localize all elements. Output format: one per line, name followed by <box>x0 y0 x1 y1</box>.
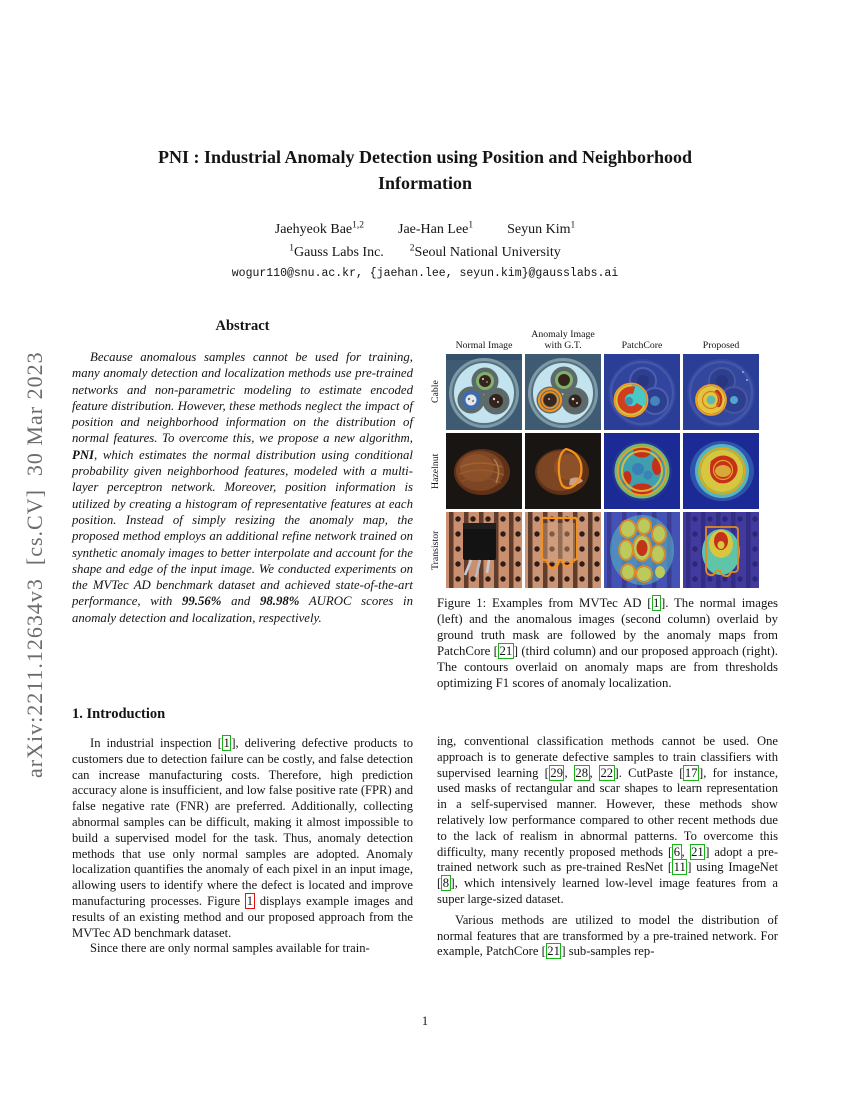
figure-corner <box>430 326 443 351</box>
text-segment: Because anomalous samples cannot be used for training, many anomaly detection and localization methods use pre-trained networks and non-parametric modeling to estimate encoded feature distribution. However, these methods neglect the impact of position and neighborhood information on the distribution of normal features. To overcome this, we propose a new algorithm, <box>72 350 413 446</box>
figure-caption <box>437 595 778 691</box>
hazelnut-patchcore-heatmap <box>604 433 680 509</box>
cable-proposed-heatmap <box>683 354 759 430</box>
right-column-paragraph-2 <box>437 913 778 960</box>
text-segment: displays example images and results of an existing method and our proposed approach from the MVTec AD benchmark dataset. <box>72 893 413 940</box>
text-segment: AUROC scores in anomaly detection and localization, respectively. <box>72 594 413 625</box>
figure-column-header-proposed: Proposed <box>702 340 740 351</box>
affiliation-name: Seoul National University <box>414 245 561 260</box>
author-name: Jae-Han Lee <box>398 222 469 237</box>
author <box>507 222 575 238</box>
text-segment: 99.56% <box>181 594 222 609</box>
author-superscript: 1,2 <box>352 220 364 231</box>
text-segment: ]. The normal images (left) and the anomalous images (second column) overlaid by ground truth mask are followed by the anomaly maps from PatchCore [ <box>437 596 778 658</box>
figure-row-label-cable: Cable <box>430 380 441 404</box>
text-segment: ], delivering defective products to customers due to detection failure can be costly, and false detection can increase manufacturing costs. Therefore, high prediction accuracy alone is insufficient, and low false positive rate (FPR) and false negative rate (FNR) are preferred. Additionally, collecting abnormal samples can be difficult, making it almost impossible to build a supervised model for the task. Thus, anomaly detection methods that use only normal samples are adopted. Anomaly localization quantifies the anomaly of each pixel in an input image, allowing users to identify where the defect is located and improve manufacturing processes. Figure <box>72 736 414 908</box>
citation-link[interactable]: 1 <box>653 596 660 610</box>
affiliation-superscript: 1 <box>289 243 294 254</box>
cable-patchcore-heatmap <box>604 354 680 430</box>
figure-grid <box>430 326 778 588</box>
text-segment: Various methods are utilized to model the distribution of normal features that are transformed by a pre-trained network. For example, PatchCore [ <box>437 912 778 959</box>
author <box>275 222 364 238</box>
text-segment: ], which intensively learned low-level image features from a super large-sized dataset. <box>437 876 778 906</box>
citation-link[interactable]: 8 <box>442 876 449 891</box>
author-superscript: 1 <box>468 220 474 231</box>
text-segment: and <box>221 594 260 609</box>
intro-paragraph-1 <box>72 736 413 941</box>
citation-link[interactable]: 17 <box>684 765 698 780</box>
intro-paragraph-2: Since there are only normal samples available for train- <box>90 941 370 956</box>
author <box>398 222 473 238</box>
introduction-section <box>72 706 413 957</box>
figure-row-label-hazelnut: Hazelnut <box>430 453 441 489</box>
text-segment: In industrial inspection [ <box>90 736 223 750</box>
page-number: 1 <box>421 1014 429 1028</box>
citation-link[interactable]: 21 <box>691 844 704 859</box>
transistor-proposed-heatmap <box>683 512 759 588</box>
text-segment: , <box>589 765 599 780</box>
text-segment: , which estimates the normal distribution using conditional probability given neighborhood features, modeled with a multi-layer perceptron network. Moreover, position information is utilized by creating a histogram of representative features at each position. Instead of simply resizing the anomaly map, the proposed method employs an additional refine network trained on synthetic anomaly images to better interpolate and account for the shape and edge of the input image. We conducted experiments on the MVTec AD benchmark dataset and achieved state-of-the-art performance, with <box>72 447 413 609</box>
figure-column-header-anomaly-gt: Anomaly Image with G.T. <box>531 329 595 351</box>
citation-link[interactable]: 22 <box>600 765 614 780</box>
text-segment: 98.98% <box>259 594 300 609</box>
transistor-normal-image <box>446 512 522 588</box>
abstract-section <box>72 318 413 626</box>
hazelnut-anomaly-gt-image <box>525 433 601 509</box>
text-segment: PNI <box>72 447 95 462</box>
abstract-heading: Abstract <box>215 318 270 334</box>
text-segment: ] (third column) and our proposed approach (right). The contours overlaid on anomaly maps are from thresholds optimizing F1 scores of anomaly localization. <box>437 644 778 690</box>
author-name: Jaehyeok Bae <box>274 222 353 237</box>
text-segment: , <box>564 765 574 780</box>
transistor-patchcore-heatmap <box>604 512 680 588</box>
citation-link[interactable]: 11 <box>673 860 686 875</box>
citation-link[interactable]: 21 <box>547 944 560 959</box>
text-segment: , <box>681 844 690 859</box>
right-column-body <box>437 734 778 960</box>
figure-column-header-patchcore: PatchCore <box>621 340 663 351</box>
cable-anomaly-gt-image <box>525 354 601 430</box>
citation-link[interactable]: 29 <box>550 765 563 780</box>
citation-link[interactable]: 6 <box>673 844 680 859</box>
affiliation-name: Gauss Labs Inc. <box>293 245 384 260</box>
transistor-anomaly-gt-image <box>525 512 601 588</box>
text-segment: ]. CutPaste [ <box>614 765 684 780</box>
author-superscript: 1 <box>570 220 576 231</box>
text-segment: ] using ImageNet [ <box>437 860 778 891</box>
author-list <box>0 222 850 238</box>
text-segment: ing, conventional classification methods cannot be used. One approach is to generate defective samples to train classifiers with supervised learning [ <box>437 734 778 780</box>
affiliation <box>410 245 561 261</box>
cable-normal-image <box>446 354 522 430</box>
figure-reference-link[interactable]: 1 <box>246 893 254 908</box>
figure-1 <box>430 326 778 588</box>
arxiv-watermark: arXiv:2211.12634v3 [cs.CV] 30 Mar 2023 <box>22 351 47 778</box>
section-heading: 1. Introduction <box>72 706 166 722</box>
abstract-text <box>72 349 413 626</box>
citation-link[interactable]: 1 <box>223 736 230 750</box>
author-emails: wogur110@snu.ac.kr, {jaehan.lee, seyun.kim}@gausslabs.ai <box>231 267 619 280</box>
hazelnut-proposed-heatmap <box>683 433 759 509</box>
author-name: Seyun Kim <box>507 222 571 237</box>
text-segment: Figure 1: Examples from MVTec AD [ <box>437 596 652 610</box>
citation-link[interactable]: 28 <box>575 765 589 780</box>
citation-link[interactable]: 21 <box>499 644 513 658</box>
paper-title: PNI : Industrial Anomaly Detection using Position and Neighborhood Information <box>157 147 693 193</box>
text-segment: ] adopt a pre-trained network such as pre-trained ResNet [ <box>437 844 779 875</box>
hazelnut-normal-image <box>446 433 522 509</box>
figure-row-label-transistor: Transistor <box>430 530 441 570</box>
figure-column-header-normal: Normal Image <box>455 340 513 351</box>
affiliation <box>289 245 384 261</box>
right-column-paragraph-1 <box>437 734 778 908</box>
affiliation-list <box>0 245 850 261</box>
affiliation-superscript: 2 <box>409 243 415 254</box>
text-segment: ], for instance, used masks of rectangular and scar shapes to learn representation in a self-supervised manner. However, these methods show relatively low performance compared to other recent methods due to the lack of realism in abnormal patterns. To overcome this difficulty, many recently proposed methods [ <box>437 765 779 859</box>
text-segment: ] sub-samples rep- <box>561 944 655 959</box>
